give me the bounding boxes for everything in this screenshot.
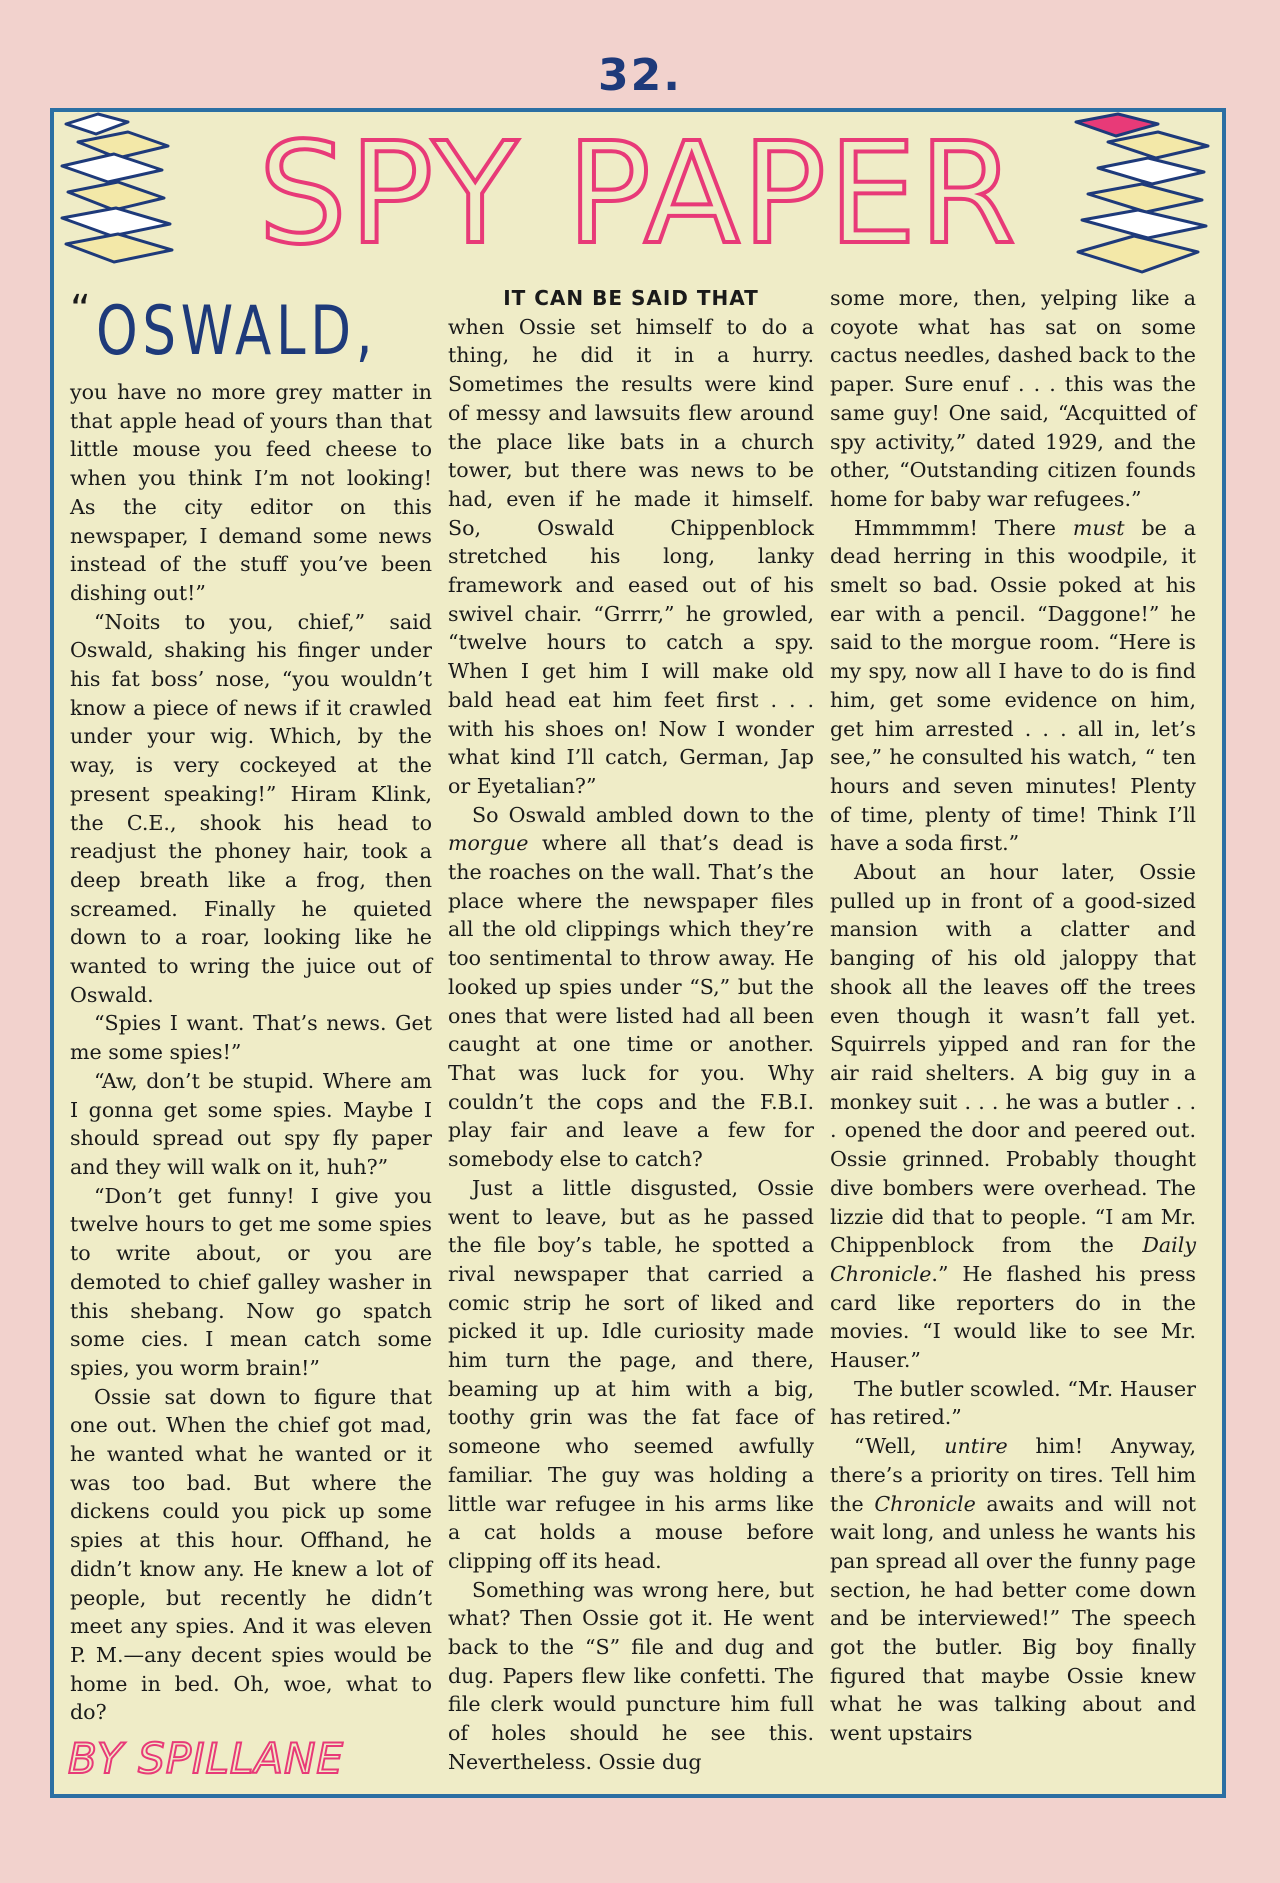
paragraph — [830, 858, 1196, 1375]
story-frame — [50, 108, 1226, 1798]
drop-cap-word: OSWALD, — [96, 292, 378, 371]
opening-quote: “ — [70, 287, 91, 333]
emphasis: morgue — [448, 831, 529, 856]
flying-papers-left-icon — [58, 112, 208, 272]
paragraph: “Don’t get funny! I give you twelve hours to get me some spies to write about, or you are demoted to chief galley washer in this shebang. Now go spatch some cies. I mean catch some spies, you worm brain!” — [70, 1183, 432, 1380]
paragraph-text: where all that’s dead is the roaches on the wall. That’s the place where the newspaper files all the old clippings which they’re too sentimental to throw away. He looked up spies under “S,” but the ones that were listed had all been caught at one time or another. That was luck for you. Why couldn’t the cops and the F.B.I. play fair and leave a few for somebody else to catch? — [448, 831, 814, 1172]
paragraph-text: awaits and will not wait long, and unless he wants his pan spread all over the funny page section, he had better come down and be interviewed!” The speech got the butler. Big boy finally figured that maybe Ossie knew what he was talking about and went upstairs — [830, 1491, 1196, 1746]
paragraph-text: .” He flashed his press card like reporters do in the movies. “I would like to see Mr. Hauser.” — [830, 1261, 1196, 1373]
flying-papers-right-icon — [1068, 112, 1218, 282]
title-banner — [54, 112, 1222, 282]
emphasis: Chronicle — [874, 1491, 976, 1516]
paragraph: Something was wrong here, but what? Then Ossie got it. He went back to the “S” file and dug and dug. Papers flew like confetti. The file clerk would puncture him full of holes should he see this. Nevertheless. Ossie dug — [448, 1577, 814, 1774]
paragraph — [830, 514, 1196, 858]
story-title: SPY PAPER — [258, 113, 1018, 276]
paragraph: The butler scowled. “Mr. Hauser has retired.” — [830, 1376, 1196, 1430]
paragraph: some more, then, yelping like a coyote what has sat on some cactus needles, dashed back to the paper. Sure enuf . . . this was the same guy! One said, “Acquitted of spy activity,” dated 1929, and the other, “Outstanding citizen founds home for baby war refugees.” — [830, 286, 1196, 511]
emphasis: Daily Chronicle — [830, 1233, 1196, 1286]
article-column-1 — [70, 284, 432, 1727]
paragraph-text: him! Anyway, there’s a priority on tires. Tell him the — [830, 1434, 1196, 1516]
paragraph-text: when Ossie set himself to do a thing, he did it in a hurry. Sometimes the results were kind of messy and lawsuits flew around the place like bats in a church tower, but there was news to be had, even if he made it himself. So, Oswald Chippenblock stretched his long, lanky framework and eased out of his swivel chair. “Grrrr,” he growled, “twelve hours to catch a spy. When I get him I will make old bald head eat him feet first . . . with his shoes on! Now I wonder what kind I’ll catch, German, Jap or Eyetalian?” — [448, 314, 814, 798]
paragraph: Ossie sat down to figure that one out. When the chief got mad, he wanted what he wanted or it was too bad. But where the dickens could you pick up some spies at this hour. Offhand, he didn’t know any. He knew a lot of people, but recently he didn’t meet any spies. And it was eleven P. M.—any decent spies would be home in bed. Oh, woe, what to do? — [70, 1384, 432, 1725]
paragraph: you have no more grey matter in that apple head of yours than that little mouse you feed cheese to when you think I’m not looking! As the city editor on this newspaper, I demand some news instead of the stuff you’ve been dishing out!” — [70, 380, 432, 605]
paragraph-text: Hmmmmm! There — [854, 515, 1073, 540]
paragraph — [448, 801, 814, 1174]
paragraph-text: be a dead herring in this woodpile, it smelt so bad. Ossie poked at his ear with a pencil. “Daggone!” he said to the morgue room. “Here is my spy, now all I have to do is find him, get some evidence on him, get him arrested . . . all in, let’s see,” he consulted his watch, “ ten hours and seven minutes! Plenty of time, plenty of time! Think I’ll have a soda first.” — [830, 515, 1196, 856]
paragraph: “Aw, don’t be stupid. Where am I gonna get some spies. Maybe I should spread out spy fly paper and they will walk on it, huh?” — [70, 1068, 432, 1179]
article-column-3 — [830, 284, 1196, 1748]
paragraph — [830, 1432, 1196, 1748]
emphasis: untire — [944, 1434, 1008, 1459]
paragraph: “Spies I want. That’s news. Get me some spies!” — [70, 1011, 432, 1065]
page-number: 32. — [598, 50, 682, 101]
paragraph-text: “Well, — [854, 1434, 945, 1459]
byline: BY SPILLANE — [68, 1734, 344, 1783]
paragraph-text: So Oswald ambled down to the — [472, 802, 814, 827]
paragraph — [448, 284, 814, 801]
article-column-2 — [448, 284, 814, 1777]
emphasis: must — [1072, 515, 1125, 540]
paragraph: “Noits to you, chief,” said Oswald, shaking his finger under his fat boss’ nose, “you wouldn’t know a piece of news if it crawled under your wig. Which, by the way, is very cockeyed at the present speaking!” Hiram Klink, the C.E., shook his head to readjust the phoney hair, took a deep breath like a frog, then screamed. Finally he quieted down to a roar, looking like he wanted to wring the juice out of Oswald. — [70, 609, 432, 1007]
lead-in-caps: IT CAN BE SAID THAT — [503, 286, 759, 310]
paragraph-text: About an hour later, Ossie pulled up in front of a good-sized mansion with a clatter and banging of his old jaloppy that shook all the leaves off the trees even though it wasn’t fall yet. Squirrels yipped and ran for the air raid shelters. A big guy in a monkey suit . . . he was a butler . . . opened the door and peered out. Ossie grinned. Probably thought dive bombers were overhead. The lizzie did that to people. “I am Mr. Chippenblock from the — [830, 860, 1196, 1258]
paragraph: Just a little disgusted, Ossie went to leave, but as he passed the file boy’s table, he spotted a rival newspaper that carried a comic strip he sort of liked and picked it up. Idle curiosity made him turn the page, and there, beaming up at him with a big, toothy grin was the fat face of someone who seemed awfully familiar. The guy was holding a little war refugee in his arms like a cat holds a mouse before clipping off its head. — [448, 1175, 814, 1573]
